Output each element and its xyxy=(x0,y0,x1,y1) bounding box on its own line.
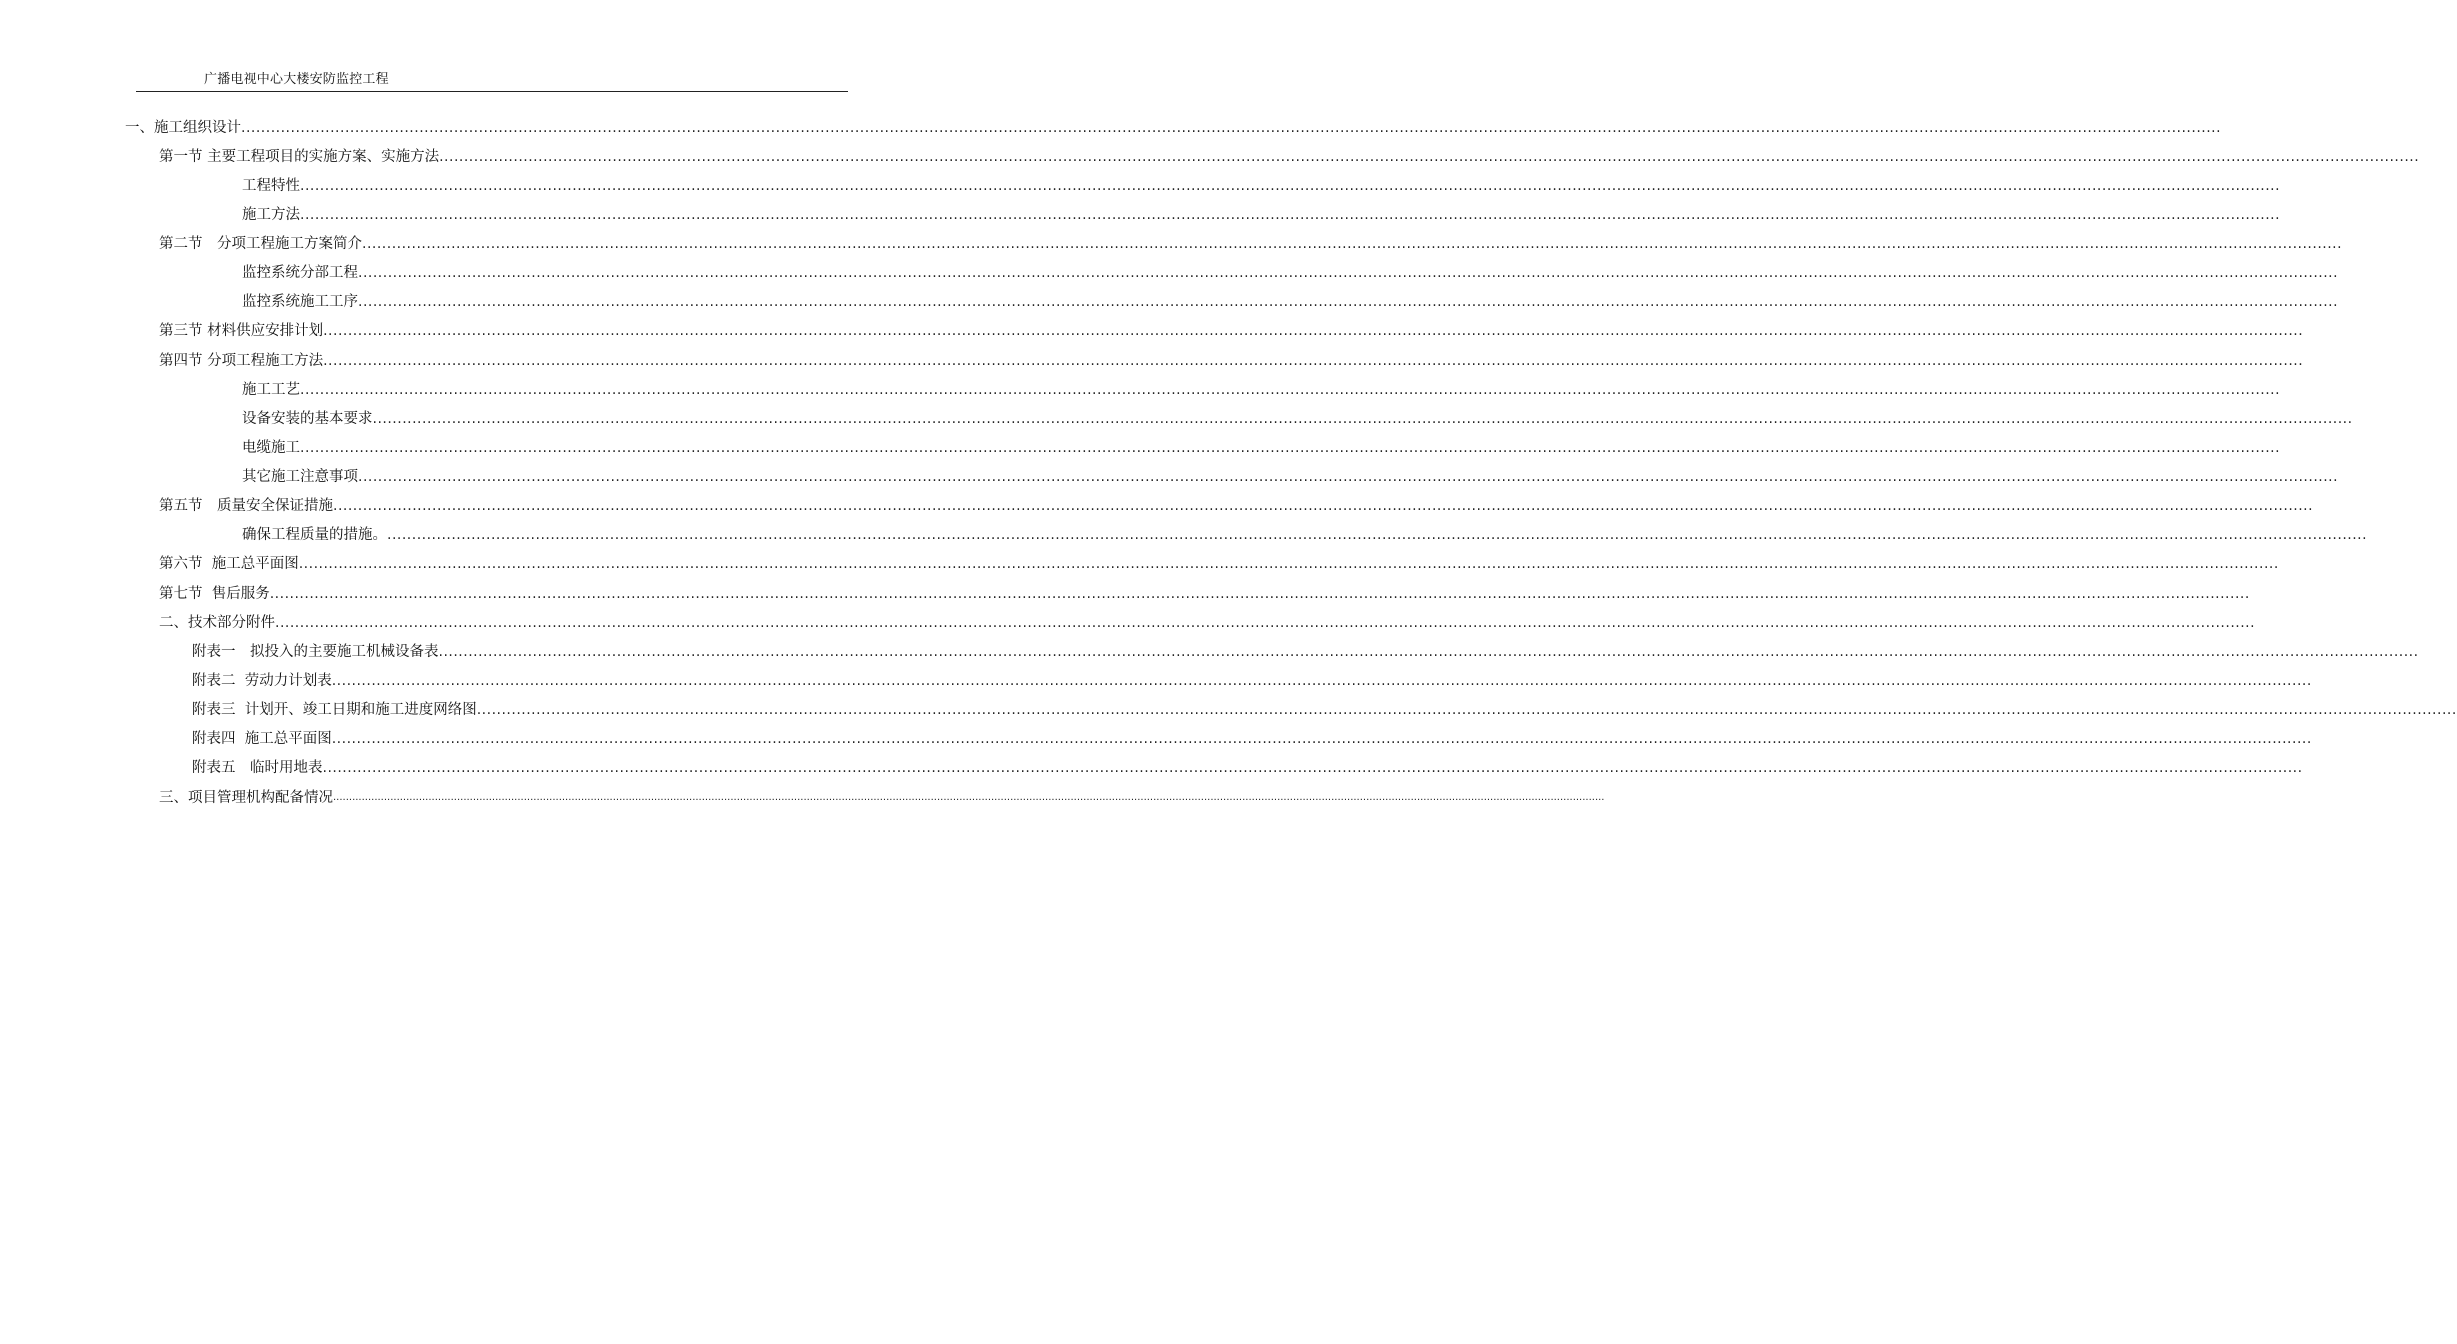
toc-dot-leader: ................................................................................................................................................................................................................................................................................................................................................................................................................ xyxy=(300,178,2281,194)
toc-entry-subsection xyxy=(242,521,2368,545)
toc-entry-label: 确保工程质量的措施。 xyxy=(242,527,387,543)
toc-entry-subsection xyxy=(242,259,2339,283)
toc-dot-leader: ................................................................................................................................................................................................................................................................................................................................................................................................................ xyxy=(476,702,2457,718)
toc-dot-leader: ................................................................................................................................................................................................................................................................................................................................................................................................................ xyxy=(358,265,2339,281)
toc-entry-label: 其它施工注意事项 xyxy=(242,469,358,485)
toc-entry-section-7 xyxy=(159,580,2250,604)
toc-entry-label: 第二节 分项工程施工方案简介 xyxy=(159,236,362,252)
toc-entry-label: 附表三 计划开、竣工日期和施工进度网络图 xyxy=(192,702,477,718)
toc-dot-leader: ................................................................................................................................................................................................................................................................................................................................................................................................................ xyxy=(275,615,2256,631)
toc-dot-leader: ................................................................................................................................................................................................................................................................................................................................................................................................................ xyxy=(358,294,2339,310)
toc-entry-subsection xyxy=(242,201,2281,225)
toc-entry-subsection xyxy=(242,376,2281,400)
toc-entry-label: 电缆施工 xyxy=(242,440,300,456)
toc-entry-section-2 xyxy=(159,230,2343,254)
toc-entry-appendix-2 xyxy=(192,667,2312,691)
toc-entry-appendix-4 xyxy=(192,725,2312,749)
toc-entry-section-1 xyxy=(159,143,2420,167)
toc-dot-leader: ................................................................................................................................................................................................................................................................................................................................................................................................................ xyxy=(298,556,2279,572)
toc-entry-label: 第五节 质量安全保证措施 xyxy=(159,498,333,514)
toc-entry-label: 附表五 临时用地表 xyxy=(192,760,323,776)
toc-entry-section-5 xyxy=(159,492,2314,516)
toc-entry-subsection xyxy=(242,405,2353,429)
toc-entry-subsection xyxy=(242,172,2281,196)
toc-entry-section-3 xyxy=(159,317,2304,341)
toc-dot-leader: ................................................................................................................................................................................................................................................................................................................................................................................................................ xyxy=(372,411,2353,427)
toc-dot-leader: ................................................................................................................................................................................................................................................................................................................................................................................................................ xyxy=(438,644,2419,660)
toc-dot-leader: ................................................................................................................................................................................................................................................................................................................................................................................................................ xyxy=(300,440,2281,456)
toc-entry-label: 附表二 劳动力计划表 xyxy=(192,673,332,689)
toc-entry-section-6 xyxy=(159,550,2279,574)
toc-entry-label: 施工方法 xyxy=(242,207,300,223)
toc-entry-label: 第一节 主要工程项目的实施方案、实施方法 xyxy=(159,149,440,165)
toc-entry-label: 设备安装的基本要求 xyxy=(242,411,373,427)
toc-entry-appendix-1 xyxy=(192,638,2419,662)
toc-dot-leader: ................................................................................................................................................................................................................................................................................................................................................................................................................ xyxy=(269,586,2250,602)
toc-entry-label: 工程特性 xyxy=(242,178,300,194)
toc-dot-leader: ................................................................................................................................................................................................................................................................................................................................................................................................................ xyxy=(362,236,2343,252)
toc-entry-subsection xyxy=(242,434,2281,458)
toc-dot-leader: ................................................................................................................................................................................................................................................................................................................................................................................................................ xyxy=(331,673,2312,689)
toc-dot-leader: ................................................................................................................................................................................................................................................................................................................................................................................................................ xyxy=(358,469,2339,485)
toc-dot-leader: ................................................................................................................................................................................................................................................................................................................................................................................................................ xyxy=(241,120,2222,136)
toc-entry-label: 第六节 施工总平面图 xyxy=(159,556,299,572)
running-header-title: 广播电视中心大楼安防监控工程 xyxy=(204,72,389,87)
toc-entry-label: 二、技术部分附件 xyxy=(159,615,275,631)
toc-entry-chapter-3 xyxy=(159,784,1605,808)
toc-entry-label: 监控系统分部工程 xyxy=(242,265,358,281)
toc-dot-leader: ................................................................................................................................................................................................................................................................................................................................................................................................................ xyxy=(331,731,2312,747)
toc-entry-chapter-2 xyxy=(159,609,2256,633)
toc-entry-section-4 xyxy=(159,347,2304,371)
toc-entry-label: 三、项目管理机构配备情况 xyxy=(159,790,333,806)
toc-entry-label: 第七节 售后服务 xyxy=(159,586,270,602)
toc-entry-label: 附表四 施工总平面图 xyxy=(192,731,332,747)
toc-dot-leader: ................................................................................................................................................................................................................................................................................................................................................................................................................ xyxy=(323,353,2304,369)
toc-dot-leader: ................................................................................................................................................................................................................................................................................................................................................................................................................ xyxy=(300,382,2281,398)
toc-entry-label: 附表一 拟投入的主要施工机械设备表 xyxy=(192,644,439,660)
toc-entry-label: 第三节 材料供应安排计划 xyxy=(159,323,324,339)
toc-dot-leader: ................................................................................................................................................................................................................................................................................................................................................................................................................ xyxy=(300,207,2281,223)
toc-entry-label: 第四节 分项工程施工方法 xyxy=(159,353,324,369)
toc-entry-appendix-3 xyxy=(192,696,2457,720)
toc-dot-leader: ................................................................................................................................................................................................................................................................................................................................................................................................................ xyxy=(387,527,2368,543)
toc-entry-chapter-1 xyxy=(125,114,2222,138)
toc-entry-subsection xyxy=(242,463,2339,487)
toc-entry-appendix-5 xyxy=(192,754,2303,778)
toc-entry-label: 施工工艺 xyxy=(242,382,300,398)
toc-entry-label: 监控系统施工工序 xyxy=(242,294,358,310)
header-rule xyxy=(136,91,848,92)
toc-dot-leader: ................................................................................................................................................................................................................................................................................................................................................................................................................ xyxy=(333,498,2314,514)
toc-entry-subsection xyxy=(242,288,2339,312)
toc-entry-label: 一、施工组织设计 xyxy=(125,120,241,136)
toc-dot-leader: ................................................................................................................................................................................................................................................................................................................................................................................................................ xyxy=(333,792,1605,803)
toc-dot-leader: ................................................................................................................................................................................................................................................................................................................................................................................................................ xyxy=(439,149,2420,165)
toc-dot-leader: ................................................................................................................................................................................................................................................................................................................................................................................................................ xyxy=(323,323,2304,339)
toc-dot-leader: ................................................................................................................................................................................................................................................................................................................................................................................................................ xyxy=(322,760,2303,776)
